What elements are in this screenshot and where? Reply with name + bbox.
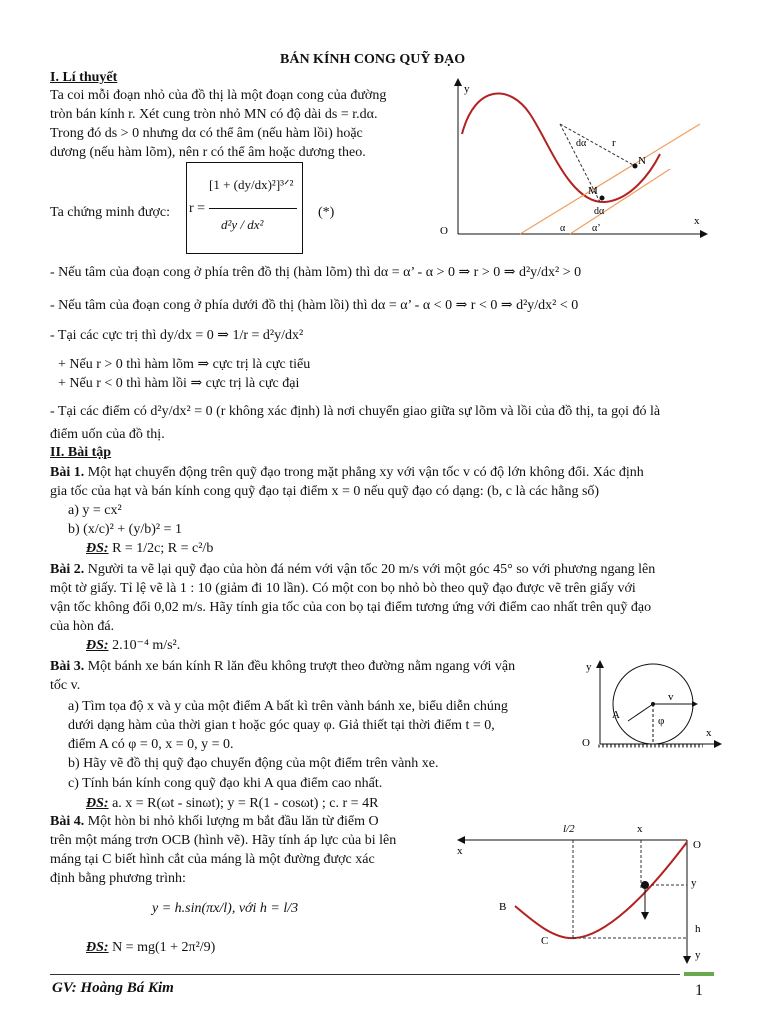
velocity-arrow <box>692 701 698 707</box>
footer-author: GV: Hoàng Bá Kim <box>52 980 174 996</box>
exercise4-line-1 <box>50 812 379 831</box>
exercise2-label: Bài 2. <box>50 562 85 577</box>
exercise3-a-1: a) Tìm tọa độ x và y của một điểm A bất kì trên vành bánh xe, biểu diễn chúng <box>68 699 508 714</box>
exercise3-text-1: Một bánh xe bán kính R lăn đều không trượt theo đường nằm ngang với vận <box>87 659 516 674</box>
trough-label-l2: l/2 <box>563 823 575 835</box>
gravity-arrow <box>641 912 649 920</box>
exercise4-answer <box>86 938 215 957</box>
wheel-label-v: v <box>668 691 674 703</box>
wheel-label-y: y <box>586 661 592 673</box>
exercise2-line-2: một tờ giấy. Tỉ lệ vẽ là 1 : 10 (giảm đi 10 lần). Có một con bọ nhỏ bò theo quỹ đạo được vẽ trên giấy với <box>50 581 636 596</box>
label-dalpha-bottom: dα <box>594 206 605 217</box>
proof-label: Ta chứng minh được: <box>50 205 170 220</box>
exercise3-b: b) Hãy vẽ đồ thị quỹ đạo chuyển động của một điểm trên vành xe. <box>68 756 439 771</box>
footer-divider <box>50 974 680 975</box>
wheel-center <box>651 702 655 706</box>
formula-star: (*) <box>318 205 335 220</box>
curvature-figure <box>420 74 710 244</box>
exercise4-label: Bài 4. <box>50 814 85 829</box>
inflection-line-2: điểm uốn của đồ thị. <box>50 427 165 442</box>
exercise2-line-1 <box>50 560 655 579</box>
trough-label-x-axis: x <box>457 845 463 857</box>
section1-heading: I. Lí thuyết <box>50 70 118 85</box>
answer-label: ĐS: <box>86 638 109 653</box>
theory-line-3: Trong đó ds > 0 nhưng dα có thể âm (nếu hàm lồi) hoặc <box>50 126 363 141</box>
exercise4-line-2: trên một máng trơn OCB (hình vẽ). Hãy tính áp lực của bi lên <box>50 833 397 848</box>
exercise4-line-4: định bằng phương trình: <box>50 871 186 886</box>
label-x: x <box>694 215 700 227</box>
exercise1-answer <box>86 539 213 558</box>
formula-fraction-bar <box>209 208 297 209</box>
exercise1-label: Bài 1. <box>50 465 85 480</box>
trough-label-b: B <box>499 901 507 913</box>
exercise4-text-1: Một hòn bi nhỏ khối lượng m bắt đầu lăn từ điểm O <box>87 814 379 829</box>
theory-line-2: tròn bán kính r. Xét cung tròn nhỏ MN có độ dài ds = r.dα. <box>50 107 378 122</box>
theory-line-1: Ta coi mỗi đoạn nhỏ của đồ thị là một đoạn cong của đường <box>50 88 387 103</box>
label-m: M <box>588 185 598 197</box>
page-title: BÁN KÍNH CONG QUỸ ĐẠO <box>280 52 466 67</box>
exercise2-line-4: của hòn đá. <box>50 619 115 634</box>
formula-numerator: [1 + (dy/dx)²]³ᐟ² <box>209 177 294 192</box>
formula-r: r = <box>189 201 206 216</box>
exercise3-line-1 <box>50 657 515 676</box>
point-m <box>600 196 605 201</box>
ball <box>641 881 649 889</box>
answer-label: ĐS: <box>86 940 109 955</box>
exercise4-equation: y = h.sin(πx/l), với h = l/3 <box>152 901 299 916</box>
exercise2-answer-text: 2.10⁻⁴ m/s². <box>112 638 181 653</box>
wheel-label-o: O <box>582 737 590 749</box>
exercise3-a-3: điểm A có φ = 0, x = 0, y = 0. <box>68 737 234 752</box>
trough-y-arrow <box>683 956 691 964</box>
exercise1-answer-text: R = 1/2c; R = c²/b <box>112 541 214 556</box>
inflection-line-1: - Tại các điểm có d²y/dx² = 0 (r không xác định) là nơi chuyển giao giữa sự lõm và lồi của đồ thị, ta gọi đó là <box>50 404 661 419</box>
trough-curve <box>515 842 687 938</box>
curve <box>462 94 660 203</box>
exercise2-line-3: vận tốc không đổi 0,02 m/s. Hãy tính gia tốc của con bọ tại điểm tương ứng với điểm cao nhất trên quỹ đạo <box>50 600 652 615</box>
trough-label-c: C <box>541 935 549 947</box>
label-dalpha-top: dα <box>576 138 587 149</box>
trough-figure <box>455 818 715 968</box>
exercise3-line-2: tốc v. <box>50 678 81 693</box>
wheel-label-x: x <box>706 727 712 739</box>
curvature-formula-box <box>186 162 303 254</box>
exercise2-text-1: Người ta vẽ lại quỹ đạo của hòn đá ném với vận tốc 20 m/s với một góc 45° so với phương ngang lên <box>87 562 656 577</box>
exercise1-text-1: Một hạt chuyển động trên quỹ đạo trong mặt phẳng xy với vận tốc v có độ lớn không đổi. Xác định <box>87 465 644 480</box>
wheel-label-phi: φ <box>658 715 665 727</box>
exercise3-label: Bài 3. <box>50 659 85 674</box>
trough-label-y-mid: y <box>691 877 697 889</box>
exercise3-answer-text: a. x = R(ωt - sinωt); y = R(1 - cosωt) ; c. r = 4R <box>112 796 379 811</box>
exercise1-a: a) y = cx² <box>68 503 122 518</box>
label-n: N <box>638 155 646 167</box>
trough-label-x-top: x <box>637 823 643 835</box>
exercise3-c: c) Tính bán kính cong quỹ đạo khi A qua điểm cao nhất. <box>68 776 383 791</box>
exercise1-b: b) (x/c)² + (y/b)² = 1 <box>68 522 182 537</box>
convex-rule: - Nếu tâm của đoạn cong ở phía dưới đồ thị (hàm lồi) thì dα = α’ - α < 0 ⇒ r < 0 ⇒ d²y/dx² < 0 <box>50 298 579 313</box>
wheel-x-arrow <box>714 740 722 748</box>
answer-label: ĐS: <box>86 541 109 556</box>
theory-line-4: dương (nếu hàm lõm), nên r có thể âm hoặc dương theo. <box>50 145 366 160</box>
exercise4-answer-text: N = mg(1 + 2π²/9) <box>112 940 216 955</box>
tangent-line-1 <box>520 124 700 234</box>
trough-x-arrow <box>457 836 465 844</box>
section2-heading: II. Bài tập <box>50 445 112 460</box>
radius-line-2 <box>560 124 635 166</box>
label-alpha: α <box>560 223 566 234</box>
label-alpha-prime: α’ <box>592 223 601 234</box>
tangent-line-2 <box>570 169 670 234</box>
answer-label: ĐS: <box>86 796 109 811</box>
page-number: 1 <box>684 972 714 1006</box>
exercise2-answer <box>86 636 180 655</box>
point-n <box>633 164 638 169</box>
exercise1-line-2: gia tốc của hạt và bán kính cong quỹ đạo tại điểm x = 0 nếu quỹ đạo có dạng: (b, c là các hằng số) <box>50 484 600 499</box>
label-y: y <box>464 83 470 95</box>
exercise3-answer <box>86 794 378 813</box>
label-r: r <box>612 137 616 149</box>
label-o: O <box>440 225 448 237</box>
minimum-rule: + Nếu r > 0 thì hàm lõm ⇒ cực trị là cực tiểu <box>58 357 311 372</box>
wheel-figure <box>578 656 723 756</box>
trough-label-y-bottom: y <box>695 949 701 961</box>
wheel-y-arrow <box>596 660 604 668</box>
trough-label-h: h <box>695 923 701 935</box>
maximum-rule: + Nếu r < 0 thì hàm lồi ⇒ cực trị là cực đại <box>58 376 300 391</box>
exercise3-a-2: dưới dạng hàm của thời gian t hoặc góc quay φ. Giả thiết tại thời điểm t = 0, <box>68 718 495 733</box>
exercise4-line-3: máng tại C biết hình cắt của máng là một đường được xác <box>50 852 375 867</box>
concave-rule: - Nếu tâm của đoạn cong ở phía trên đồ thị (hàm lõm) thì dα = α’ - α > 0 ⇒ r > 0 ⇒ d²y/dx² > 0 <box>50 265 582 280</box>
exercise1-line-1 <box>50 463 644 482</box>
radius-a <box>628 704 653 721</box>
wheel-label-a: A <box>612 709 620 721</box>
extrema-rule: - Tại các cực trị thì dy/dx = 0 ⇒ 1/r = d²y/dx² <box>50 328 304 343</box>
trough-label-o: O <box>693 839 701 851</box>
y-axis-arrow <box>454 78 462 86</box>
x-axis-arrow <box>700 230 708 238</box>
formula-denominator: d²y / dx² <box>221 217 264 232</box>
